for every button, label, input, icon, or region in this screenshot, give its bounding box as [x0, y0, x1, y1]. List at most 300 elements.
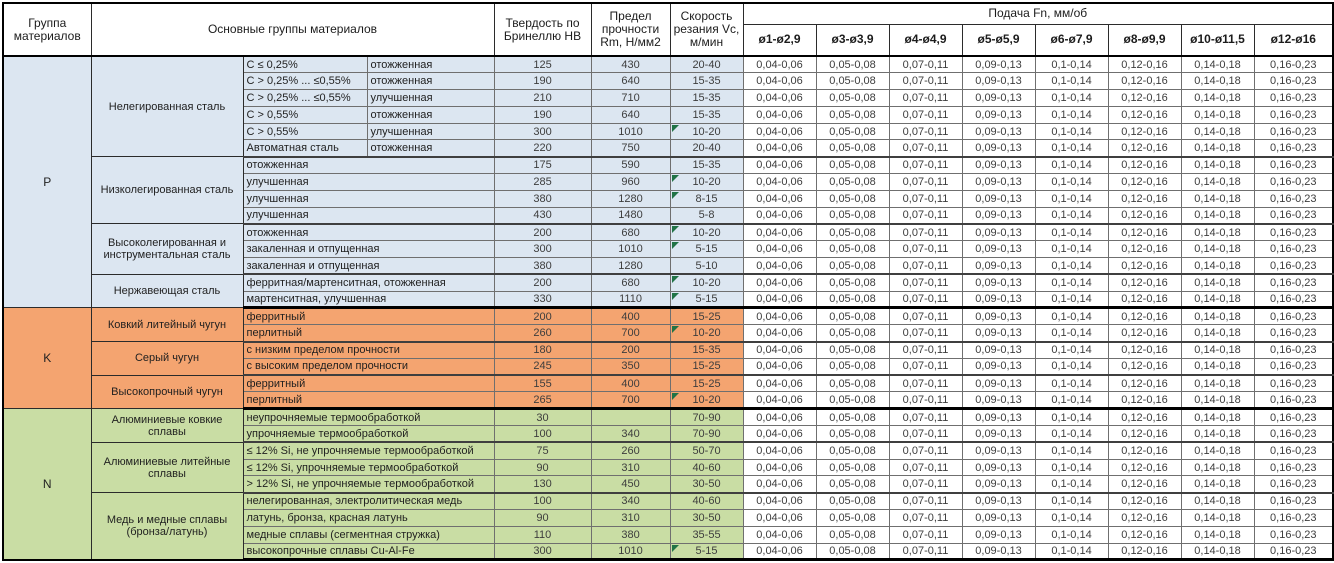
feed-cell: 0,07-0,11	[889, 308, 962, 325]
comment-flag-icon	[672, 192, 679, 199]
feed-cell: 0,12-0,16	[1108, 157, 1181, 174]
feed-cell: 0,1-0,14	[1035, 342, 1108, 359]
condition-cell: ферритный	[243, 308, 494, 325]
feed-cell: 0,1-0,14	[1035, 174, 1108, 191]
feed-cell: 0,16-0,23	[1254, 392, 1333, 409]
hb-cell: 380	[494, 190, 591, 207]
feed-cell: 0,14-0,18	[1181, 375, 1254, 392]
feed-cell: 0,07-0,11	[889, 510, 962, 527]
vc-cell	[670, 274, 743, 291]
feed-cell: 0,12-0,16	[1108, 56, 1181, 73]
hb-cell: 430	[494, 207, 591, 224]
rm-cell: 340	[591, 493, 670, 510]
feed-cell: 0,16-0,23	[1254, 157, 1333, 174]
feed-cell: 0,09-0,13	[962, 493, 1035, 510]
state-cell: отожженная	[367, 73, 494, 90]
vc-value: 70-90	[692, 411, 721, 424]
vc-cell	[670, 325, 743, 342]
feed-cell: 0,09-0,13	[962, 207, 1035, 224]
rm-cell: 640	[591, 73, 670, 90]
feed-cell: 0,16-0,23	[1254, 543, 1333, 560]
feed-cell: 0,14-0,18	[1181, 409, 1254, 426]
feed-cell: 0,1-0,14	[1035, 291, 1108, 308]
table-row	[3, 157, 1333, 174]
feed-cell: 0,05-0,08	[816, 106, 889, 123]
table-header	[3, 3, 1333, 56]
feed-cell: 0,09-0,13	[962, 409, 1035, 426]
condition-cell: улучшенная	[243, 190, 494, 207]
feed-cell: 0,07-0,11	[889, 241, 962, 258]
hb-cell: 220	[494, 140, 591, 157]
feed-cell: 0,04-0,06	[743, 207, 816, 224]
feed-cell: 0,04-0,06	[743, 358, 816, 375]
feed-cell: 0,07-0,11	[889, 526, 962, 543]
feed-cell: 0,14-0,18	[1181, 157, 1254, 174]
feed-cell: 0,07-0,11	[889, 123, 962, 140]
feed-cell: 0,16-0,23	[1254, 207, 1333, 224]
feed-cell: 0,1-0,14	[1035, 308, 1108, 325]
hb-cell: 90	[494, 459, 591, 476]
condition-cell: с низким пределом прочности	[243, 342, 494, 359]
feed-cell: 0,16-0,23	[1254, 190, 1333, 207]
feed-cell: 0,14-0,18	[1181, 123, 1254, 140]
subgroup-name-cell: Алюминиевые ковкие сплавы	[91, 409, 243, 443]
feed-cell: 0,04-0,06	[743, 459, 816, 476]
vc-value: 30-50	[692, 478, 721, 491]
vc-value: 20-40	[692, 58, 721, 71]
feed-cell: 0,09-0,13	[962, 291, 1035, 308]
feed-cell: 0,1-0,14	[1035, 258, 1108, 275]
feed-cell: 0,07-0,11	[889, 375, 962, 392]
rm-cell: 750	[591, 140, 670, 157]
rm-cell: 640	[591, 106, 670, 123]
feed-cell: 0,1-0,14	[1035, 510, 1108, 527]
feed-cell: 0,14-0,18	[1181, 543, 1254, 560]
feed-cell: 0,12-0,16	[1108, 73, 1181, 90]
group-letter-cell: P	[3, 56, 91, 308]
vc-value: 5-15	[695, 243, 718, 256]
feed-cell: 0,04-0,06	[743, 258, 816, 275]
table-body	[3, 56, 1333, 560]
feed-cell: 0,14-0,18	[1181, 476, 1254, 493]
vc-cell	[670, 241, 743, 258]
feed-cell: 0,12-0,16	[1108, 358, 1181, 375]
rm-cell: 960	[591, 174, 670, 191]
vc-value: 20-40	[692, 142, 721, 155]
comment-flag-icon	[672, 393, 679, 400]
feed-cell: 0,05-0,08	[816, 90, 889, 107]
feed-cell: 0,1-0,14	[1035, 241, 1108, 258]
feed-cell: 0,09-0,13	[962, 308, 1035, 325]
feed-cell: 0,12-0,16	[1108, 476, 1181, 493]
hb-cell: 200	[494, 308, 591, 325]
feed-cell: 0,05-0,08	[816, 426, 889, 443]
feed-cell: 0,1-0,14	[1035, 157, 1108, 174]
feed-cell: 0,07-0,11	[889, 274, 962, 291]
feed-cell: 0,04-0,06	[743, 224, 816, 241]
vc-cell	[670, 73, 743, 90]
header-feed-col-2: ø4-ø4,9	[889, 24, 962, 56]
condition-cell: отожженная	[243, 157, 494, 174]
subgroup-name-cell: Нелегированная сталь	[91, 56, 243, 157]
hb-cell: 285	[494, 174, 591, 191]
feed-cell: 0,05-0,08	[816, 493, 889, 510]
feed-cell: 0,14-0,18	[1181, 207, 1254, 224]
state-cell: отожженная	[367, 106, 494, 123]
vc-cell	[670, 392, 743, 409]
feed-cell: 0,16-0,23	[1254, 459, 1333, 476]
subgroup-name-cell: Нержавеющая сталь	[91, 274, 243, 308]
table-row	[3, 375, 1333, 392]
subgroup-name-cell: Ковкий литейный чугун	[91, 308, 243, 342]
condition-cell: отожженная	[243, 224, 494, 241]
feed-cell: 0,12-0,16	[1108, 274, 1181, 291]
vc-cell	[670, 442, 743, 459]
feed-cell: 0,05-0,08	[816, 224, 889, 241]
comment-flag-icon	[672, 293, 679, 300]
hb-cell: 200	[494, 224, 591, 241]
feed-cell: 0,12-0,16	[1108, 442, 1181, 459]
feed-cell: 0,04-0,06	[743, 274, 816, 291]
hb-cell: 75	[494, 442, 591, 459]
comment-flag-icon	[672, 175, 679, 182]
header-feed-col-5: ø8-ø9,9	[1108, 24, 1181, 56]
feed-cell: 0,09-0,13	[962, 392, 1035, 409]
header-feed-col-1: ø3-ø3,9	[816, 24, 889, 56]
condition-cell: C > 0,55%	[243, 123, 367, 140]
feed-cell: 0,14-0,18	[1181, 90, 1254, 107]
vc-value: 15-35	[692, 344, 721, 357]
vc-value: 15-35	[692, 108, 721, 121]
feed-cell: 0,12-0,16	[1108, 409, 1181, 426]
feed-cell: 0,16-0,23	[1254, 56, 1333, 73]
header-main-groups: Основные группы материалов	[91, 3, 494, 56]
feed-cell: 0,14-0,18	[1181, 174, 1254, 191]
feed-cell: 0,04-0,06	[743, 73, 816, 90]
feed-cell: 0,14-0,18	[1181, 291, 1254, 308]
feed-cell: 0,09-0,13	[962, 342, 1035, 359]
vc-cell	[670, 358, 743, 375]
vc-value: 40-60	[692, 461, 721, 474]
condition-cell: C > 0,25% ... ≤0,55%	[243, 90, 367, 107]
feed-cell: 0,12-0,16	[1108, 308, 1181, 325]
feed-cell: 0,04-0,06	[743, 493, 816, 510]
feed-cell: 0,1-0,14	[1035, 442, 1108, 459]
feed-cell: 0,07-0,11	[889, 190, 962, 207]
table-row	[3, 224, 1333, 241]
condition-cell: латунь, бронза, красная латунь	[243, 510, 494, 527]
feed-cell: 0,14-0,18	[1181, 392, 1254, 409]
feed-cell: 0,07-0,11	[889, 291, 962, 308]
feed-cell: 0,05-0,08	[816, 476, 889, 493]
feed-cell: 0,1-0,14	[1035, 190, 1108, 207]
feed-cell: 0,09-0,13	[962, 325, 1035, 342]
vc-value: 5-10	[695, 259, 718, 272]
vc-value: 10-20	[692, 326, 721, 339]
feed-cell: 0,16-0,23	[1254, 140, 1333, 157]
feed-cell: 0,16-0,23	[1254, 358, 1333, 375]
feed-cell: 0,12-0,16	[1108, 375, 1181, 392]
feed-cell: 0,04-0,06	[743, 56, 816, 73]
feed-cell: 0,16-0,23	[1254, 342, 1333, 359]
vc-value: 35-55	[692, 528, 721, 541]
feed-cell: 0,14-0,18	[1181, 241, 1254, 258]
feed-cell: 0,16-0,23	[1254, 224, 1333, 241]
header-feed-title: Подача Fn, мм/об	[743, 3, 1333, 24]
feed-cell: 0,05-0,08	[816, 375, 889, 392]
vc-cell	[670, 426, 743, 443]
hb-cell: 260	[494, 325, 591, 342]
feed-cell: 0,04-0,06	[743, 190, 816, 207]
feed-cell: 0,14-0,18	[1181, 459, 1254, 476]
hb-cell: 175	[494, 157, 591, 174]
table-row	[3, 342, 1333, 359]
feed-cell: 0,1-0,14	[1035, 73, 1108, 90]
feed-cell: 0,05-0,08	[816, 241, 889, 258]
feed-cell: 0,07-0,11	[889, 90, 962, 107]
feed-cell: 0,04-0,06	[743, 409, 816, 426]
feed-cell: 0,04-0,06	[743, 123, 816, 140]
feed-cell: 0,12-0,16	[1108, 258, 1181, 275]
feed-cell: 0,14-0,18	[1181, 442, 1254, 459]
feed-cell: 0,05-0,08	[816, 325, 889, 342]
header-strength: Предел прочности Rm, Н/мм2	[591, 3, 670, 56]
condition-cell: перлитный	[243, 392, 494, 409]
vc-value: 30-50	[692, 511, 721, 524]
feed-cell: 0,04-0,06	[743, 90, 816, 107]
feed-cell: 0,1-0,14	[1035, 375, 1108, 392]
rm-cell: 1110	[591, 291, 670, 308]
feed-cell: 0,16-0,23	[1254, 493, 1333, 510]
hb-cell: 125	[494, 56, 591, 73]
feed-cell: 0,16-0,23	[1254, 174, 1333, 191]
feed-cell: 0,09-0,13	[962, 90, 1035, 107]
header-feed-col-3: ø5-ø5,9	[962, 24, 1035, 56]
feed-cell: 0,16-0,23	[1254, 308, 1333, 325]
feed-cell: 0,05-0,08	[816, 140, 889, 157]
vc-value: 5-8	[698, 209, 715, 222]
rm-cell: 450	[591, 476, 670, 493]
feed-cell: 0,16-0,23	[1254, 409, 1333, 426]
header-group: Группа материалов	[3, 3, 91, 56]
vc-cell	[670, 493, 743, 510]
feed-cell: 0,07-0,11	[889, 342, 962, 359]
comment-flag-icon	[672, 125, 679, 132]
comment-flag-icon	[672, 545, 679, 552]
feed-cell: 0,05-0,08	[816, 308, 889, 325]
feed-cell: 0,05-0,08	[816, 258, 889, 275]
state-cell: отожженная	[367, 56, 494, 73]
feed-cell: 0,05-0,08	[816, 358, 889, 375]
vc-cell	[670, 90, 743, 107]
feed-cell: 0,1-0,14	[1035, 358, 1108, 375]
hb-cell: 100	[494, 493, 591, 510]
hb-cell: 330	[494, 291, 591, 308]
feed-cell: 0,07-0,11	[889, 174, 962, 191]
feed-cell: 0,16-0,23	[1254, 90, 1333, 107]
condition-cell: нелегированная, электролитическая медь	[243, 493, 494, 510]
feed-cell: 0,16-0,23	[1254, 241, 1333, 258]
vc-cell	[670, 190, 743, 207]
rm-cell: 1010	[591, 241, 670, 258]
table-row	[3, 409, 1333, 426]
feed-cell: 0,12-0,16	[1108, 190, 1181, 207]
rm-cell: 590	[591, 157, 670, 174]
feed-cell: 0,12-0,16	[1108, 459, 1181, 476]
feed-cell: 0,1-0,14	[1035, 140, 1108, 157]
feed-cell: 0,04-0,06	[743, 157, 816, 174]
feed-cell: 0,07-0,11	[889, 258, 962, 275]
feed-cell: 0,09-0,13	[962, 73, 1035, 90]
vc-cell	[670, 510, 743, 527]
vc-cell	[670, 291, 743, 308]
condition-cell: упрочняемые термообработкой	[243, 426, 494, 443]
rm-cell: 680	[591, 274, 670, 291]
condition-cell: закаленная и отпущенная	[243, 258, 494, 275]
feed-cell: 0,12-0,16	[1108, 90, 1181, 107]
feed-cell: 0,14-0,18	[1181, 106, 1254, 123]
feed-cell: 0,09-0,13	[962, 375, 1035, 392]
feed-cell: 0,05-0,08	[816, 459, 889, 476]
feed-cell: 0,05-0,08	[816, 342, 889, 359]
vc-value: 15-35	[692, 159, 721, 172]
feed-cell: 0,04-0,06	[743, 106, 816, 123]
rm-cell: 430	[591, 56, 670, 73]
feed-cell: 0,1-0,14	[1035, 426, 1108, 443]
materials-table	[2, 2, 1334, 561]
hb-cell: 265	[494, 392, 591, 409]
feed-cell: 0,05-0,08	[816, 123, 889, 140]
feed-cell: 0,12-0,16	[1108, 325, 1181, 342]
rm-cell: 310	[591, 510, 670, 527]
feed-cell: 0,1-0,14	[1035, 409, 1108, 426]
feed-cell: 0,09-0,13	[962, 459, 1035, 476]
header-feed-col-7: ø12-ø16	[1254, 24, 1333, 56]
subgroup-name-cell: Высоколегированная и инструментальная сталь	[91, 224, 243, 274]
feed-cell: 0,14-0,18	[1181, 342, 1254, 359]
feed-cell: 0,14-0,18	[1181, 308, 1254, 325]
feed-cell: 0,16-0,23	[1254, 442, 1333, 459]
hb-cell: 300	[494, 123, 591, 140]
vc-cell	[670, 174, 743, 191]
vc-cell	[670, 543, 743, 560]
rm-cell: 380	[591, 526, 670, 543]
feed-cell: 0,04-0,06	[743, 510, 816, 527]
feed-cell: 0,1-0,14	[1035, 90, 1108, 107]
rm-cell: 1280	[591, 258, 670, 275]
vc-cell	[670, 140, 743, 157]
hb-cell: 245	[494, 358, 591, 375]
comment-flag-icon	[672, 326, 679, 333]
subgroup-name-cell: Серый чугун	[91, 342, 243, 376]
vc-value: 10-20	[692, 125, 721, 138]
feed-cell: 0,1-0,14	[1035, 493, 1108, 510]
feed-cell: 0,12-0,16	[1108, 123, 1181, 140]
feed-cell: 0,14-0,18	[1181, 140, 1254, 157]
feed-cell: 0,1-0,14	[1035, 392, 1108, 409]
feed-cell: 0,09-0,13	[962, 510, 1035, 527]
feed-cell: 0,07-0,11	[889, 392, 962, 409]
feed-cell: 0,12-0,16	[1108, 543, 1181, 560]
feed-cell: 0,1-0,14	[1035, 274, 1108, 291]
hb-cell: 210	[494, 90, 591, 107]
feed-cell: 0,05-0,08	[816, 526, 889, 543]
hb-cell: 155	[494, 375, 591, 392]
feed-cell: 0,07-0,11	[889, 157, 962, 174]
subgroup-name-cell: Низколегированная сталь	[91, 157, 243, 224]
vc-value: 5-15	[695, 545, 718, 557]
hb-cell: 130	[494, 476, 591, 493]
condition-cell: неупрочняемые термообработкой	[243, 409, 494, 426]
feed-cell: 0,09-0,13	[962, 190, 1035, 207]
feed-cell: 0,16-0,23	[1254, 123, 1333, 140]
table-row	[3, 442, 1333, 459]
feed-cell: 0,04-0,06	[743, 476, 816, 493]
vc-cell	[670, 123, 743, 140]
feed-cell: 0,16-0,23	[1254, 291, 1333, 308]
vc-cell	[670, 207, 743, 224]
feed-cell: 0,16-0,23	[1254, 476, 1333, 493]
feed-cell: 0,16-0,23	[1254, 526, 1333, 543]
vc-value: 10-20	[692, 226, 721, 239]
hb-cell: 380	[494, 258, 591, 275]
feed-cell: 0,16-0,23	[1254, 325, 1333, 342]
feed-cell: 0,14-0,18	[1181, 258, 1254, 275]
hb-cell: 180	[494, 342, 591, 359]
vc-value: 10-20	[692, 393, 721, 406]
header-feed-col-0: ø1-ø2,9	[743, 24, 816, 56]
state-cell: отожженная	[367, 140, 494, 157]
vc-cell	[670, 157, 743, 174]
header-hardness: Твердость по Бринеллю НВ	[494, 3, 591, 56]
feed-cell: 0,12-0,16	[1108, 207, 1181, 224]
rm-cell: 700	[591, 392, 670, 409]
feed-cell: 0,07-0,11	[889, 543, 962, 560]
feed-cell: 0,14-0,18	[1181, 526, 1254, 543]
vc-value: 5-15	[695, 293, 718, 306]
condition-cell: перлитный	[243, 325, 494, 342]
feed-cell: 0,05-0,08	[816, 291, 889, 308]
feed-cell: 0,04-0,06	[743, 241, 816, 258]
feed-cell: 0,14-0,18	[1181, 325, 1254, 342]
rm-cell: 200	[591, 342, 670, 359]
feed-cell: 0,05-0,08	[816, 442, 889, 459]
table-row	[3, 308, 1333, 325]
feed-cell: 0,14-0,18	[1181, 56, 1254, 73]
condition-cell: ферритная/мартенситная, отожженная	[243, 274, 494, 291]
rm-cell: 1480	[591, 207, 670, 224]
vc-value: 15-35	[692, 91, 721, 104]
feed-cell: 0,09-0,13	[962, 123, 1035, 140]
feed-cell: 0,05-0,08	[816, 157, 889, 174]
feed-cell: 0,04-0,06	[743, 442, 816, 459]
rm-cell	[591, 409, 670, 426]
header-feed-col-4: ø6-ø7,9	[1035, 24, 1108, 56]
feed-cell: 0,07-0,11	[889, 56, 962, 73]
feed-cell: 0,04-0,06	[743, 174, 816, 191]
hb-cell: 90	[494, 510, 591, 527]
feed-cell: 0,12-0,16	[1108, 342, 1181, 359]
subgroup-name-cell: Алюминиевые литейные сплавы	[91, 442, 243, 492]
vc-value: 15-25	[692, 377, 721, 390]
rm-cell: 260	[591, 442, 670, 459]
subgroup-name-cell: Медь и медные сплавы (бронза/латунь)	[91, 493, 243, 560]
feed-cell: 0,09-0,13	[962, 426, 1035, 443]
vc-value: 15-25	[692, 310, 721, 323]
vc-value: 70-90	[692, 427, 721, 440]
vc-value: 10-20	[692, 277, 721, 289]
feed-cell: 0,05-0,08	[816, 510, 889, 527]
